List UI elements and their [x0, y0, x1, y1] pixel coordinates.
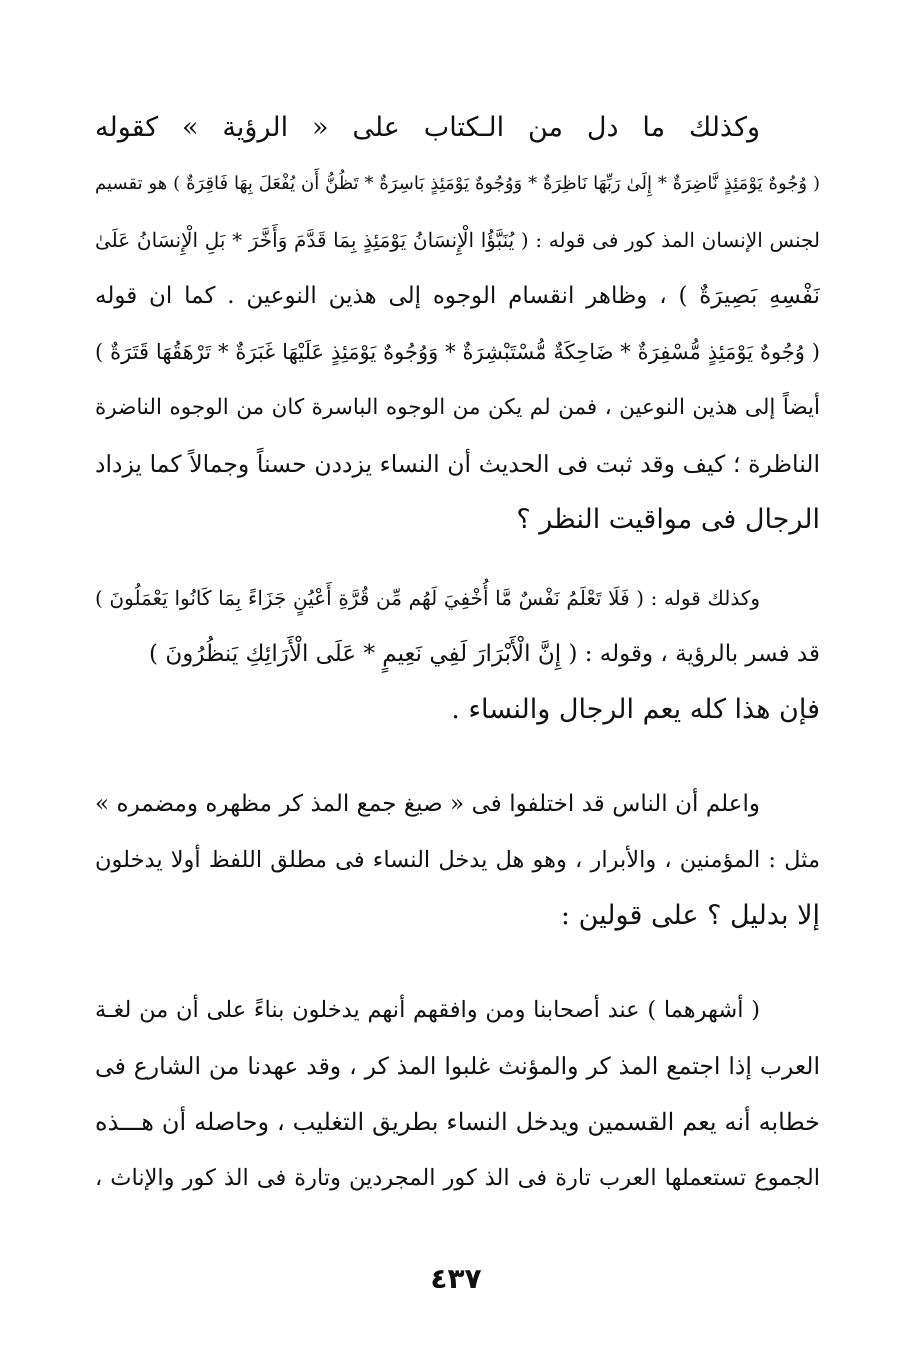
text-line: إلا بدليل ؟ على قولين : — [560, 900, 820, 931]
text-line: الناظرة ؛ كيف وقد ثبت فى الحديث أن النساء يزددن حسناً وجمالاً كما يزداد — [95, 450, 820, 478]
verse-line: ( وُجُوهٌ يَوْمَئِذٍ نَّاضِرَةٌ * إِلَىٰ رَبِّهَا نَاظِرَةٌ * وَوُجُوهٌ يَوْمَئِذٍ بَاسِرَةٌ * تَظُنُّ أَن يُفْعَلَ بِهَا فَاقِرَةٌ ) هو تقسيم — [95, 173, 820, 194]
text-line: الجموع تستعملها العرب تارة فى الذ كور المجردين وتارة فى الذ كور والإناث ، — [95, 1165, 820, 1191]
text-line: مثل : المؤمنين ، والأبرار ، وهو هل يدخل النساء فى مطلق اللفظ أولا يدخلون — [95, 847, 820, 873]
paragraph-vision-verses — [95, 100, 820, 548]
page-number: ٤٣٧ — [430, 1262, 482, 1295]
verse-line: نَفْسِهِ بَصِيرَةٌ ) ، وظاهر انقسام الوجوه إلى هذين النوعين . كما ان قوله — [95, 283, 820, 309]
verse-line: ( وُجُوهٌ يَوْمَئِذٍ مُّسْفِرَةٌ * ضَاحِكَةٌ مُّسْتَبْشِرَةٌ * وَوُجُوهٌ يَوْمَئِذٍ عَلَيْهَا غَبَرَةٌ * تَرْهَقُهَا قَتَرَةٌ ) — [95, 340, 820, 364]
verse-line: قد فسر بالرؤية ، وقوله : ( إِنَّ الْأَبْرَارَ لَفِي نَعِيمٍ * عَلَى الْأَرَائِكِ يَنظُرُونَ ) — [149, 641, 820, 667]
text-line: فإن هذا كله يعم الرجال والنساء . — [451, 694, 820, 725]
paragraph-first-opinion — [95, 982, 820, 1206]
text-line: أيضاً إلى هذين النوعين ، فمن لم يكن من الوجوه الباسرة كان من الوجوه الناضرة — [95, 395, 820, 420]
text-line: العرب إذا اجتمع المذ كر والمؤنث غلبوا المذ كر ، وقد عهدنا من الشارع فى — [95, 1052, 820, 1080]
paragraph-plural-forms — [95, 776, 820, 944]
text-line: ( أشهرهما ) عند أصحابنا ومن وافقهم أنهم يدخلون بناءً على أن من لغـة — [95, 997, 760, 1023]
text-line: واعلم أن الناس قد اختلفوا فى « صيغ جمع المذ كر مظهره ومضمره » — [95, 791, 760, 817]
verse-line: وكذلك قوله : ( فَلَا تَعْلَمُ نَفْسٌ مَّا أُخْفِيَ لَهُم مِّن قُرَّةِ أَعْيُنٍ جَزَاءً بِمَا كَانُوا يَعْمَلُونَ ) — [95, 586, 761, 610]
text-line: وكذلك ما دل من الـكتاب على « الرؤية » كقوله — [95, 112, 760, 143]
verse-line: لجنس الإنسان المذ كور فى قوله : ( يُنَبَّؤُا الْإِنسَانُ يَوْمَئِذٍ بِمَا قَدَّمَ وَأَخَّرَ * بَلِ الْإِنسَانُ عَلَىٰ — [95, 228, 820, 252]
page-body — [95, 100, 820, 1206]
text-line: خطابه أنه يعم القسمين ويدخل النساء بطريق التغليب ، وحاصله أن هـــذه — [95, 1108, 820, 1136]
text-line: الرجال فى مواقيت النظر ؟ — [516, 504, 820, 535]
paragraph-hidden-reward — [95, 570, 820, 738]
